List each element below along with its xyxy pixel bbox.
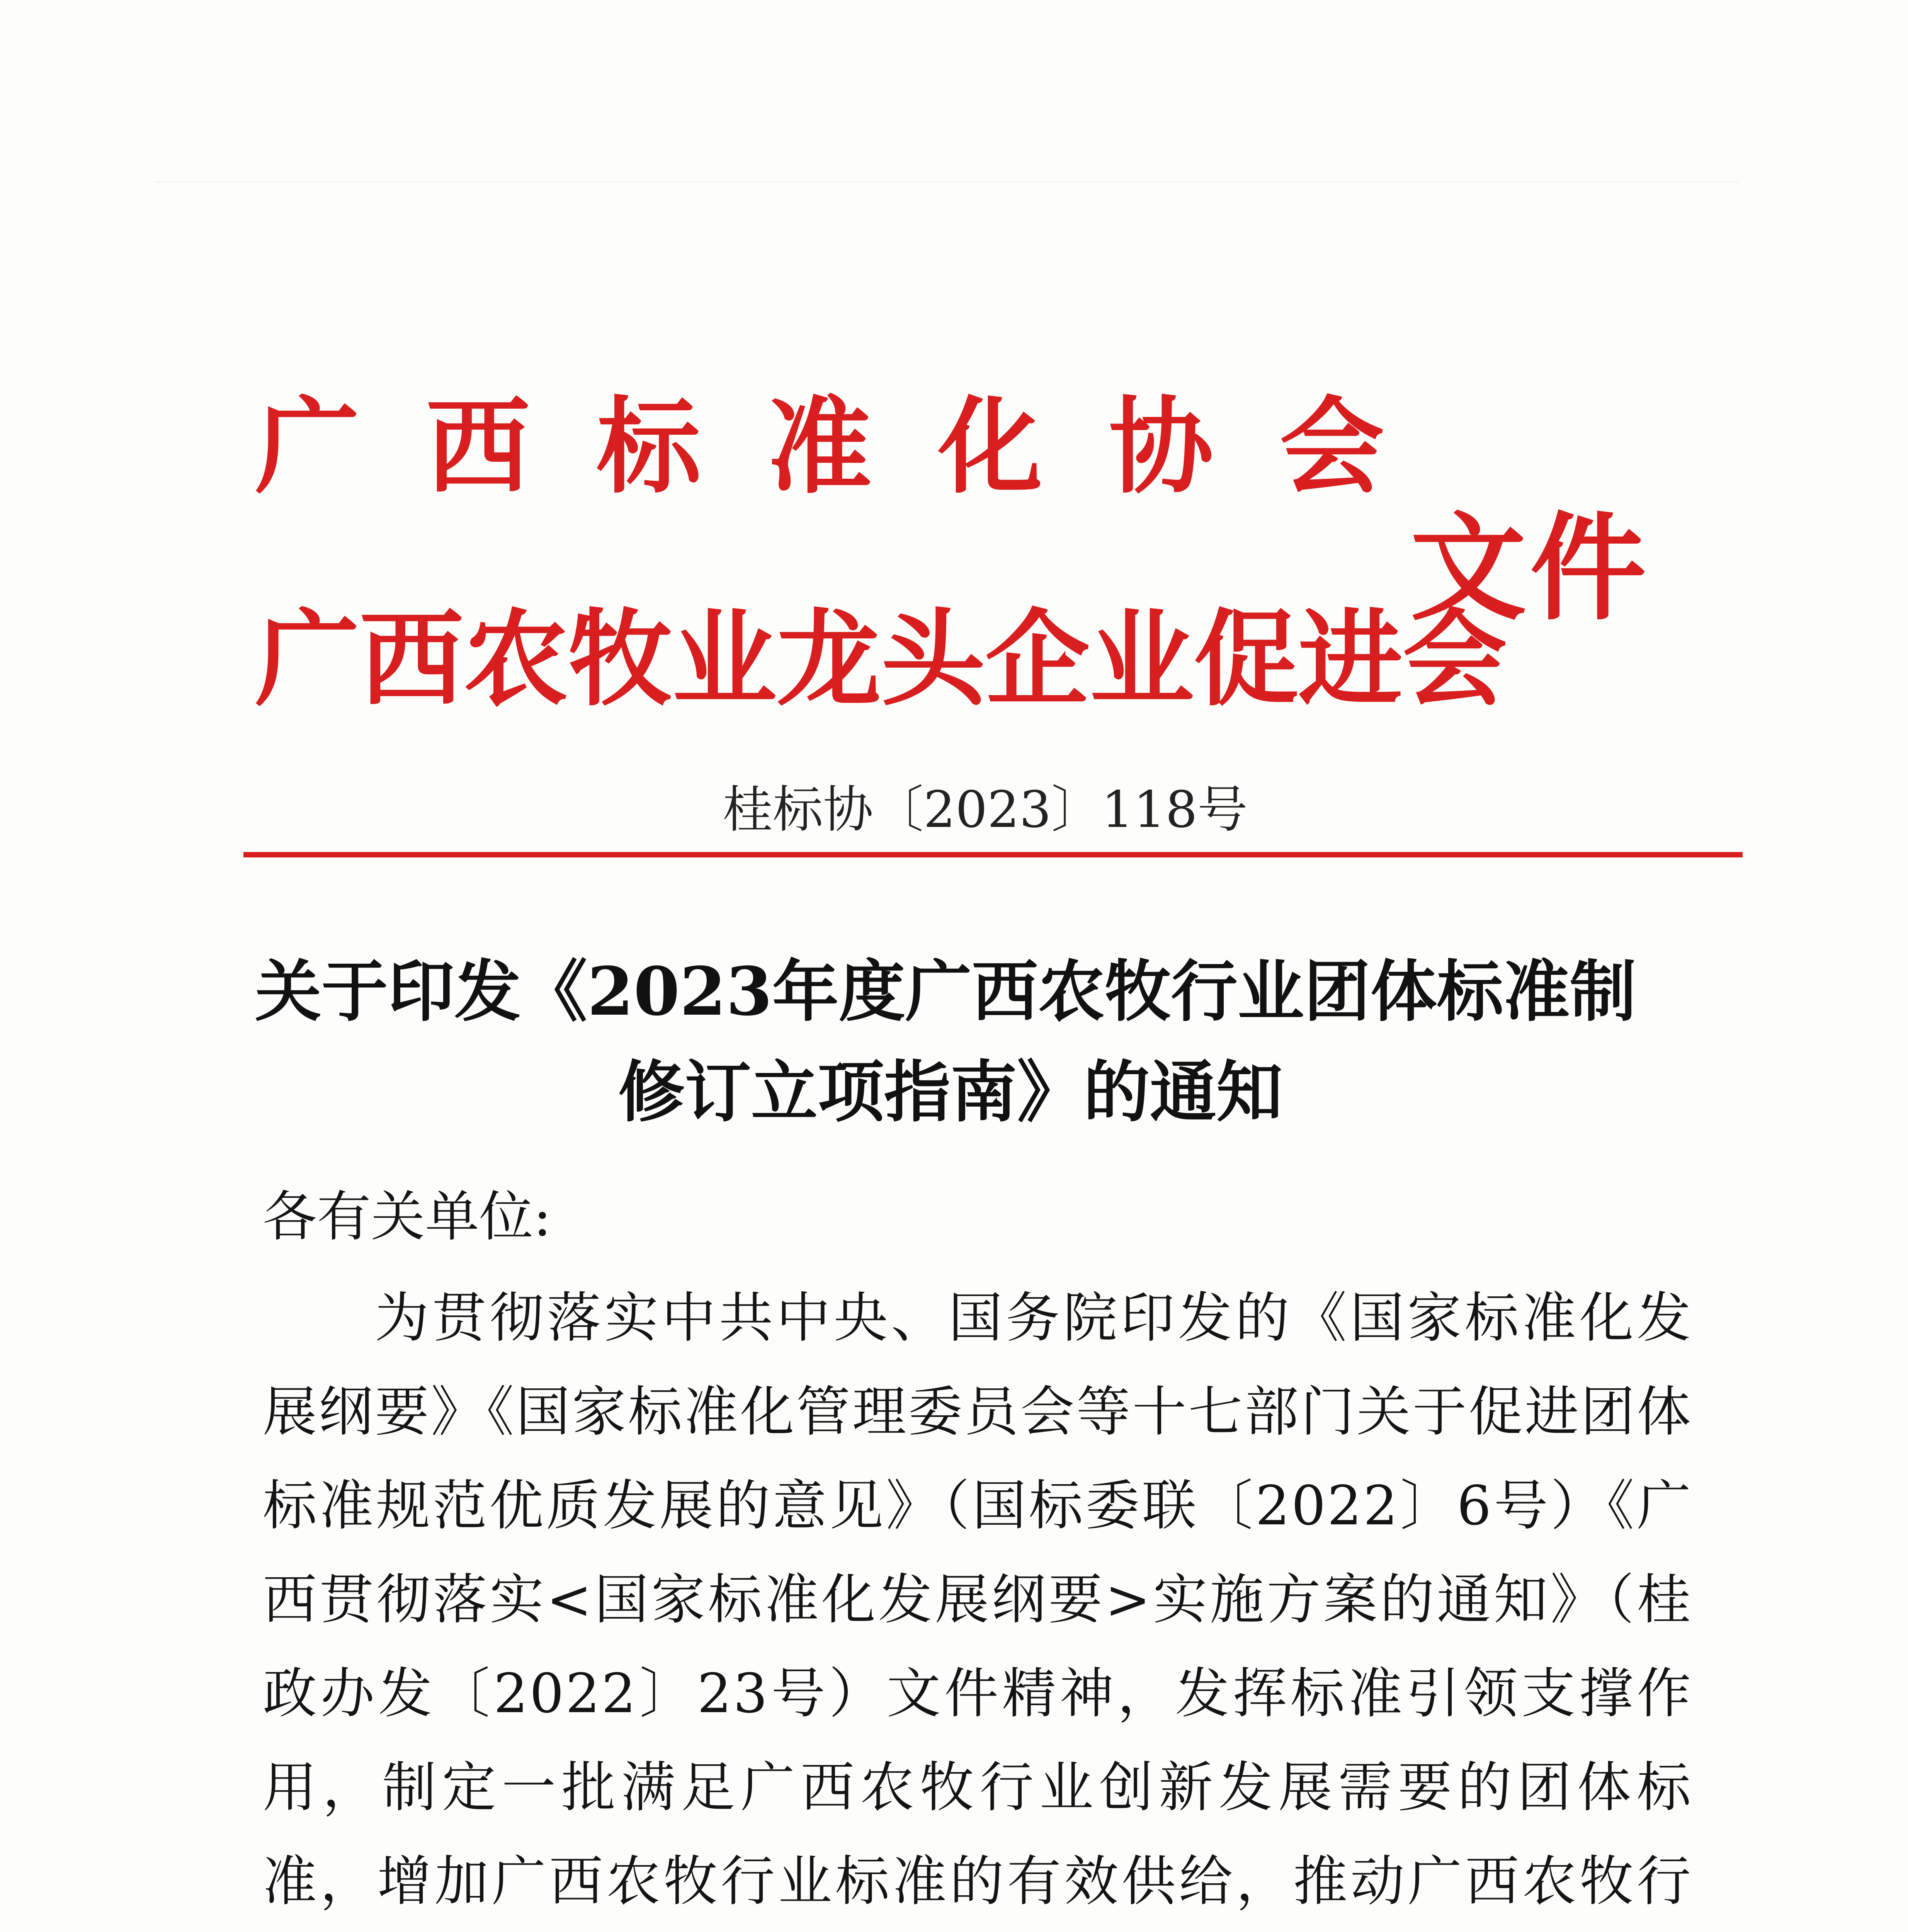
document-type-label: 文件 [1410, 500, 1650, 636]
issuer-name-2: 广西农牧业龙头企业促进会 [255, 597, 1507, 720]
document-title-line-2: 修订立项指南》的通知 [618, 1053, 1283, 1131]
issuer-name-1: 广西标准化协会 [255, 385, 1451, 508]
document-title-line-1: 关于印发《2023年度广西农牧行业团体标准制 [255, 952, 1636, 1031]
body-paragraph: 为贯彻落实中共中央、国务院印发的《国家标准化发展纲要》《国家标准化管理委员会等十七部门关于促进团体标准规范优质发展的意见》（国标委联〔2022〕6号）《广西贯彻落实<国家标准化发展纲要>实施方案的通知》（桂政办发〔2022〕23号）文件精神，发挥标准引领支撑作用，制定一批满足广西农牧行业创新发展需要的团体标准，增加广西农牧行业标准的有效供给，推动广西农牧行 [263, 1287, 1692, 1913]
document-number: 桂标协〔2023〕118号 [723, 780, 1248, 839]
red-divider-line [243, 852, 1743, 857]
salutation: 各有关单位: [263, 1185, 552, 1248]
